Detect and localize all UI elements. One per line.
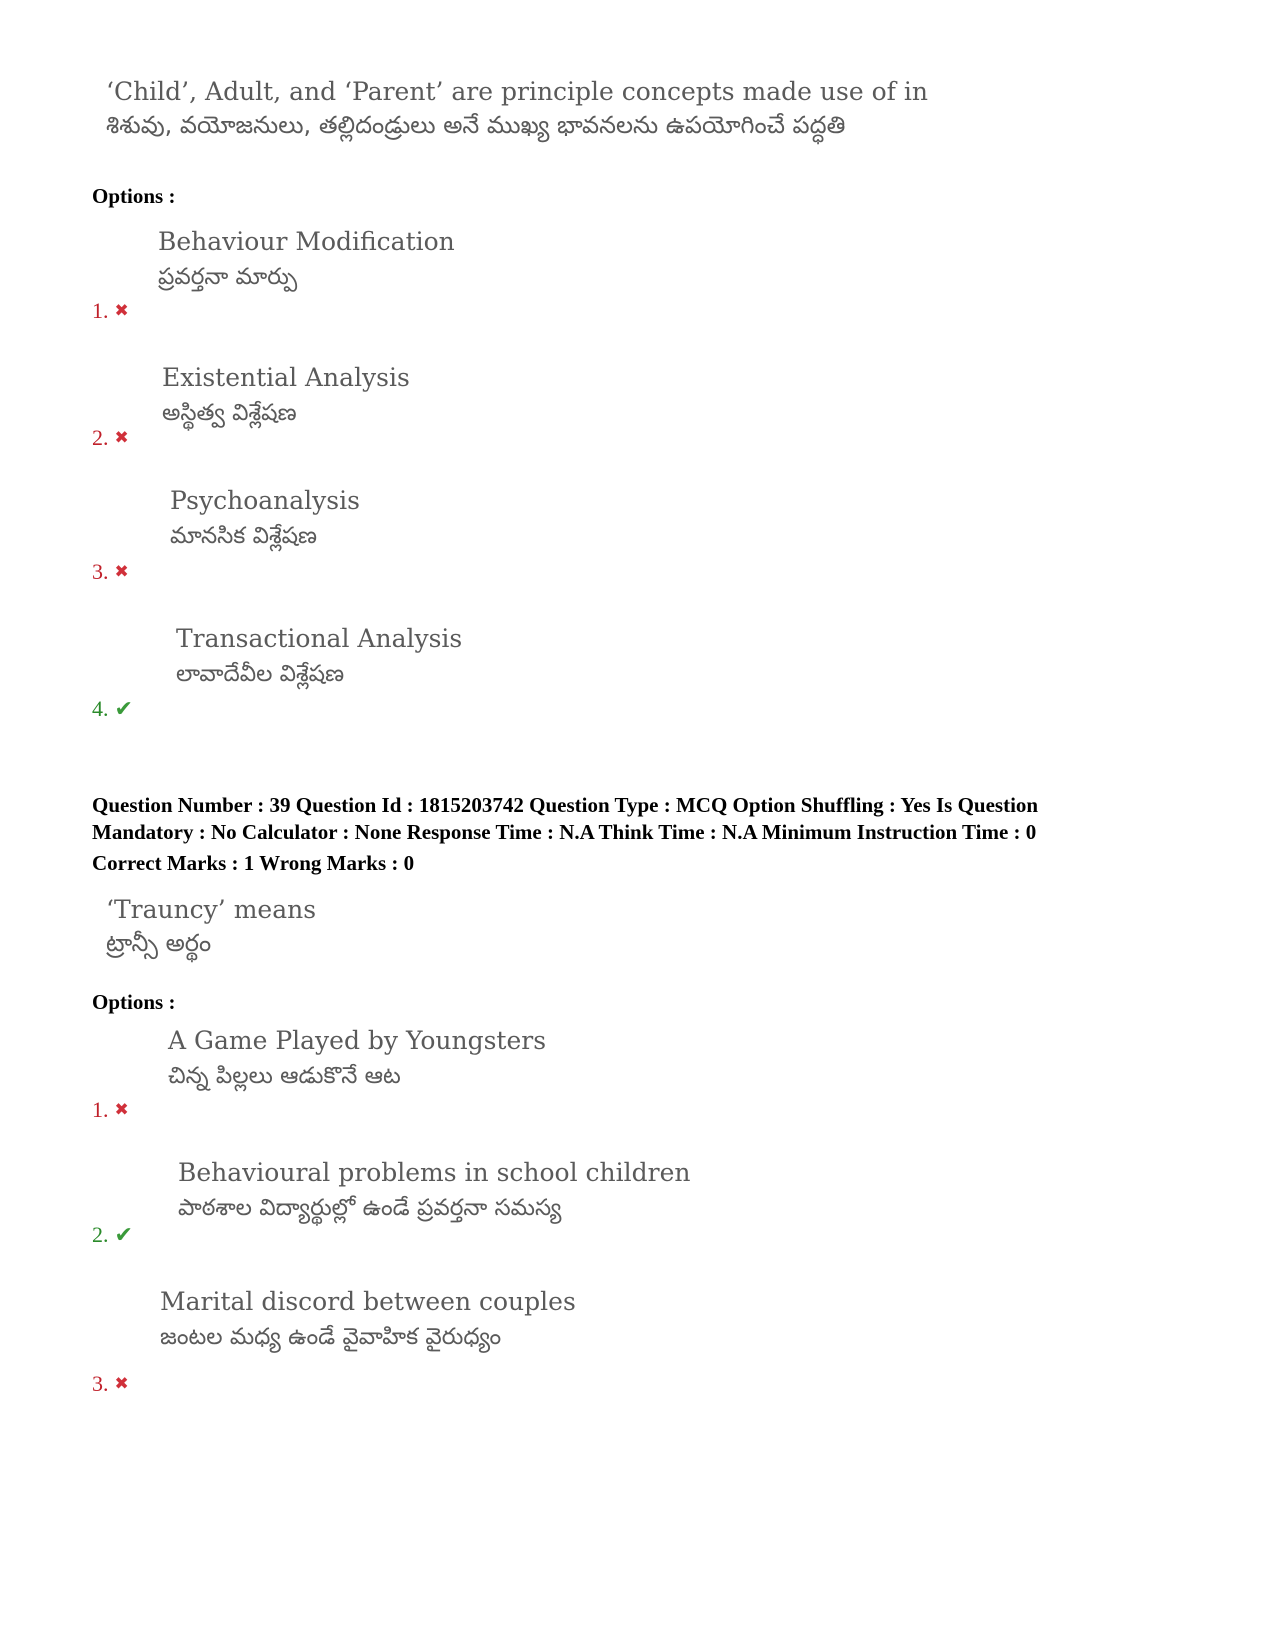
- q38-option-4-english: Transactional Analysis: [176, 624, 463, 653]
- q39-option-2: [178, 1156, 691, 1226]
- q39-meta: [92, 792, 1212, 877]
- q38-option-4-telugu: లావాదేవీల విశ్లేషణ: [176, 661, 345, 687]
- q38-options-label: Options :: [92, 184, 176, 208]
- q39-meta-line-1: Question Number : 39 Question Id : 1815203742 Question Type : MCQ Option Shuffling : Yes Is Question: [92, 793, 1039, 817]
- q39-option-3: [160, 1285, 576, 1355]
- q39-stem: [106, 894, 316, 960]
- q39-option-3-telugu: జంటల మధ్య ఉండే వైవాహిక వైరుధ్యం: [160, 1324, 502, 1350]
- q39-option-1-english: A Game Played by Youngsters: [168, 1026, 547, 1055]
- wrong-mark-icon: ✖: [114, 428, 129, 448]
- wrong-mark-icon: ✖: [114, 1374, 129, 1394]
- q38-option-1-english: Behaviour Modification: [158, 227, 455, 256]
- q38-option-3: [170, 484, 360, 554]
- q39-stem-telugu: ట్రాన్సీ అర్థం: [106, 929, 212, 957]
- q38-option-3-num: 3.: [92, 559, 109, 584]
- q39-option-1-number: [92, 1097, 129, 1123]
- q39-option-1-telugu: చిన్న పిల్లలు ఆడుకొనే ఆట: [168, 1063, 401, 1089]
- q38-option-4-num: 4.: [92, 696, 109, 721]
- q38-option-2-telugu: అస్థిత్వ విశ్లేషణ: [162, 400, 297, 426]
- q38-option-4: [176, 622, 462, 692]
- q38-option-2-english: Existential Analysis: [162, 363, 410, 392]
- wrong-mark-icon: ✖: [114, 1100, 129, 1120]
- q39-option-2-num: 2.: [92, 1222, 109, 1247]
- q38-option-1: [158, 225, 455, 295]
- q38-option-2-num: 2.: [92, 425, 109, 450]
- q39-option-1-num: 1.: [92, 1097, 109, 1122]
- q38-option-3-telugu: మానసిక విశ్లేషణ: [170, 523, 318, 549]
- q39-option-2-telugu: పాఠశాల విద్యార్థుల్లో ఉండే ప్రవర్తనా సమస్య: [178, 1195, 562, 1221]
- q38-option-3-english: Psychoanalysis: [170, 486, 360, 515]
- q39-option-2-english: Behavioural problems in school children: [178, 1158, 691, 1187]
- q38-option-1-number: [92, 298, 129, 324]
- q38-option-1-num: 1.: [92, 298, 109, 323]
- q38-option-4-number: [92, 696, 133, 722]
- q39-option-3-num: 3.: [92, 1371, 109, 1396]
- q39-meta-line-3: Correct Marks : 1 Wrong Marks : 0: [92, 851, 415, 875]
- q39-options-label: Options :: [92, 990, 176, 1014]
- q39-option-3-english: Marital discord between couples: [160, 1287, 576, 1316]
- q39-meta-line-2: Mandatory : No Calculator : None Response Time : N.A Think Time : N.A Minimum Instruction Time : 0: [92, 820, 1037, 844]
- correct-check-icon: ✔: [114, 696, 133, 722]
- q38-option-1-telugu: ప్రవర్తనా మార్పు: [158, 264, 298, 290]
- wrong-mark-icon: ✖: [114, 562, 129, 582]
- q38-stem-telugu: శిశువు, వయోజనులు, తల్లిదండ్రులు అనే ముఖ్య భావనలను ఉపయోగించే పద్ధతి: [106, 111, 846, 139]
- q38-stem: [106, 76, 928, 142]
- q39-option-1: [168, 1024, 546, 1094]
- q39-option-3-number: [92, 1371, 129, 1397]
- wrong-mark-icon: ✖: [114, 301, 129, 321]
- q39-option-2-number: [92, 1222, 133, 1248]
- correct-check-icon: ✔: [114, 1222, 133, 1248]
- q38-stem-english: ‘Child’, Adult, and ‘Parent’ are principle concepts made use of in: [106, 77, 928, 106]
- q38-option-2: [162, 361, 410, 431]
- q39-stem-english: ‘Trauncy’ means: [106, 895, 317, 924]
- q38-option-2-number: [92, 425, 129, 451]
- q38-option-3-number: [92, 559, 129, 585]
